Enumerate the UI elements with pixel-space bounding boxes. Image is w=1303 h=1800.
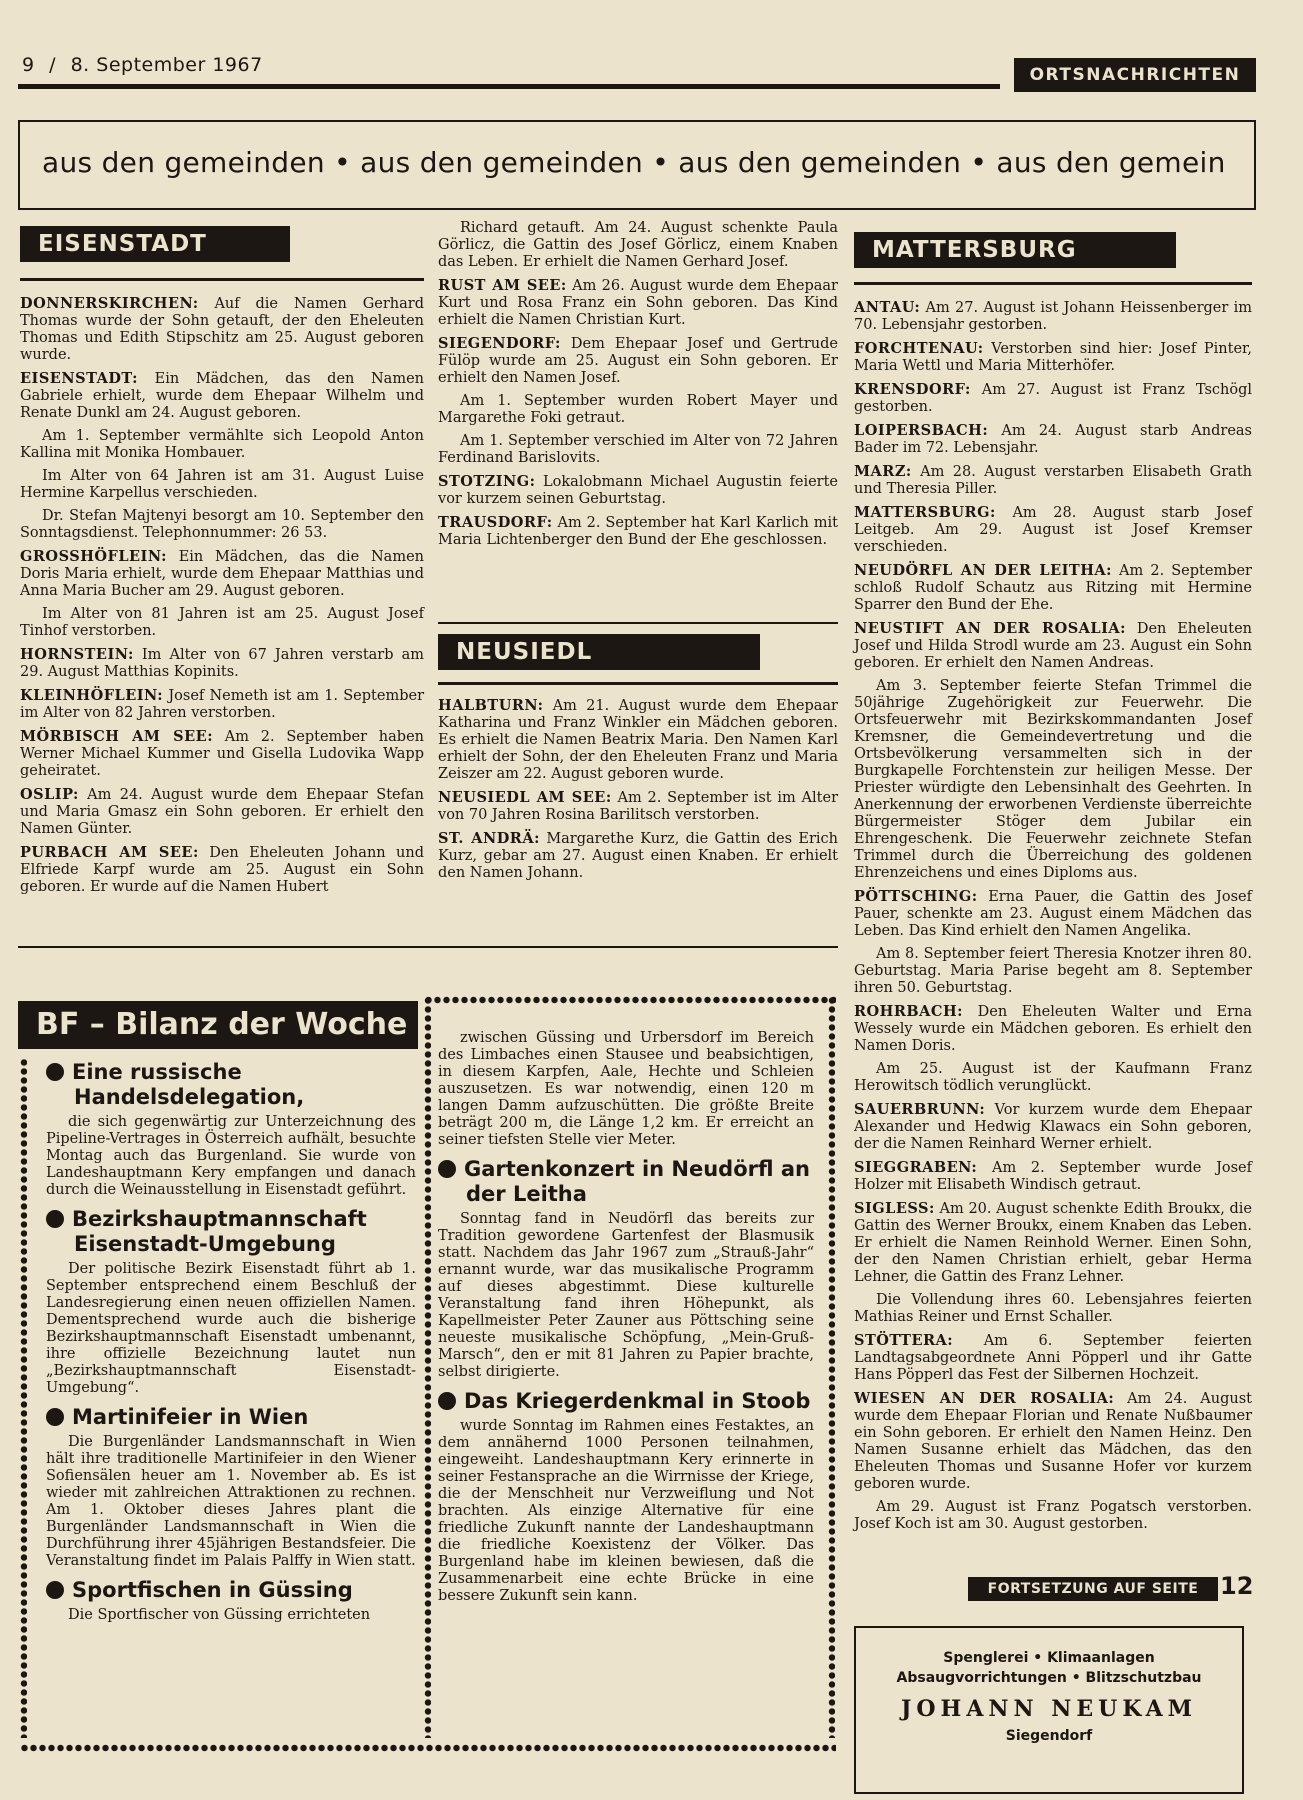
entry-text: Am 21. August wurde dem Ehepaar Katharina und Franz Winkler ein Mädchen geboren. Es erhielt die Namen Beatrix Maria. Den Namen Karl erhielt der Sohn, der den Eheleuten Franz und Maria Zeiszer am 22. August geboren wurde. xyxy=(438,698,838,782)
entry-text: Am 24. August wurde dem Ehepaar Stefan und Maria Gmasz ein Sohn geboren. Er erhielt den Namen Günter. xyxy=(20,787,424,837)
news-entry xyxy=(20,370,424,422)
place-name: FORCHTENAU: xyxy=(854,340,984,357)
entry-text: Auf die Namen Gerhard Thomas wurde der Sohn getauft, der den Eheleuten Thomas und Edith Stipschitz am 25. August geboren wurde. xyxy=(20,296,424,363)
bilanz-right-items xyxy=(438,1030,814,1605)
issue-date: 8. September 1967 xyxy=(70,54,263,76)
bilanz-top-rule xyxy=(18,946,838,948)
news-entry xyxy=(854,340,1252,375)
entry-text: Erna Pauer, die Gattin des Josef Pauer, schenkte am 23. August einem Mädchen das Leben. Das Kind erhielt den Namen Angelika. xyxy=(854,889,1252,939)
entry-text: Am 24. August starb Andreas Bader im 72. Lebensjahr. xyxy=(854,423,1252,456)
news-entry xyxy=(854,1200,1252,1286)
entry-text: Vor kurzem wurde dem Ehepaar Alexander und Hedwig Klawacs ein Sohn geboren, der die Namen Reinhard Werner erhielt. xyxy=(854,1102,1252,1152)
bilanz-text: Die Sportfischer von Güssing errichteten xyxy=(68,1607,371,1623)
entry-text: Am 24. August wurde dem Ehepaar Florian und Renate Nußbaumer ein Sohn geboren. Er erhielt den Namen Heinz. Den Namen Susanne erhielt das Mädchen, das den Eheleuten Thomas und Susanne Hofer vor kurzem geboren wurde. xyxy=(854,1391,1252,1492)
header-separator: / xyxy=(49,54,57,76)
eisenstadt-section xyxy=(20,226,424,902)
advertisement xyxy=(854,1626,1244,1794)
ad-line-2: Absaugvorrichtungen • Blitzschutzbau xyxy=(896,1670,1202,1686)
bilanz-bottom-dots xyxy=(20,1744,836,1752)
banner-text: aus den gemeinden • aus den gemeinden • aus den gemeinden • aus den gemein xyxy=(42,146,1226,179)
entry-text: Am 28. August starb Josef Leitgeb. Am 29. August ist Josef Kremser verschieden. xyxy=(854,505,1252,555)
bullet-icon xyxy=(46,1581,64,1599)
entry-text: Im Alter von 81 Jahren ist am 25. August Josef Tinhof verstorben. xyxy=(20,606,424,639)
bullet-icon xyxy=(438,1392,456,1410)
news-entry xyxy=(20,728,424,780)
bullet-icon xyxy=(438,1160,456,1178)
headline-line-1: Sportfischen in Güssing xyxy=(72,1578,353,1602)
entry-text: Den Eheleuten Walter und Erna Wessely wurde ein Mädchen geboren. Es erhielt den Namen Doris. xyxy=(854,1004,1252,1054)
place-name: DONNERSKIRCHEN: xyxy=(20,295,199,312)
news-entry xyxy=(20,646,424,681)
page-number: 9 xyxy=(22,54,35,76)
entry-text: Am 25. August ist der Kaufmann Franz Herowitsch tödlich verunglückt. xyxy=(854,1061,1252,1094)
bilanz-text: wurde Sonntag im Rahmen eines Festaktes, an dem annähernd 1000 Personen teilnahmen, eingeweiht. Landeshauptmann Kery erinnerte in seiner Festansprache an die Wirrnisse der Kriege, die der Menschheit nur Verzweiflung und Not brachten. Als einzige Alternative für eine friedliche Zukunft nannte der Landeshauptmann die friedliche Koexistenz der Völker. Das Burgenland habe im kleinen bewiesen, daß die Zusammenarbeit eine echte Brücke in eine bessere Zukunft sein kann. xyxy=(438,1418,814,1604)
place-name: MÖRBISCH AM SEE: xyxy=(20,728,214,745)
bullet-icon xyxy=(46,1063,64,1081)
place-name: SIEGENDORF: xyxy=(438,335,561,352)
news-entry xyxy=(854,299,1252,334)
place-name: LOIPERSBACH: xyxy=(854,422,989,439)
news-entry xyxy=(854,422,1252,457)
continuation-page: 12 xyxy=(1220,1572,1254,1600)
news-entry xyxy=(854,1159,1252,1194)
entry-text: Dr. Stefan Majtenyi besorgt am 10. September den Sonntagsdienst. Telephonnummer: 26 53. xyxy=(20,508,424,541)
place-name: RUST AM SEE: xyxy=(438,277,567,294)
entry-text: Am 3. September feierte Stefan Trimmel die 50jährige Zugehörigkeit zur Feuerwehr. Die Ortsfeuerwehr mit Bezirkskommandanten Josef Kremsner, die Gemeindevertretung und die Ortsbevölkerung versammelten sich in der Burgkapelle Forchtenstein zur heiligen Messe. Der Priester würdigte den Lebensinhalt des Geehrten. In Anerkennung der erworbenen Verdienste überreichte Bürgermeister Stöger dem Jubilar ein Ehrengeschenk. Die Feuerwehr zeichnete Stefan Trimmel durch die Überreichung des goldenen Ehrenzeichens und eines Diploms aus. xyxy=(854,678,1252,881)
news-entry xyxy=(854,1332,1252,1384)
headline-line-1: Das Kriegerdenkmal in Stoob xyxy=(464,1389,811,1413)
continuation-label: FORTSETZUNG AUF SEITE xyxy=(968,1577,1218,1601)
eisenstadt-rule xyxy=(20,278,424,281)
entry-text: Am 2. September ist im Alter von 70 Jahren Rosina Barilitsch verstorben. xyxy=(438,790,838,823)
headline-line-1: Gartenkonzert in Neudörfl an xyxy=(464,1157,810,1181)
entry-text: Im Alter von 67 Jahren verstarb am 29. August Matthias Kopinits. xyxy=(20,647,424,680)
place-name: EISENSTADT: xyxy=(20,370,139,387)
bullet-icon xyxy=(46,1210,64,1228)
bilanz-headline xyxy=(438,1157,814,1207)
bilanz-text: zwischen Güssing und Urbersdorf im Bereich des Limbaches einen Stausee und beabsichtigen, in diesem Karpfen, Aale, Hechte und Schleien auszusetzen. Es war notwendig, einen 120 m langen Damm aufzuschütten. Die größte Breite beträgt 200 m, die Länge 1,2 km. Er erreicht an seiner tiefsten Stelle vier Meter. xyxy=(438,1030,814,1148)
entry-text: Am 27. August ist Johann Heissenberger im 70. Lebensjahr gestorben. xyxy=(854,300,1252,333)
ad-company-name: JOHANN NEUKAM xyxy=(900,1696,1198,1722)
headline-line-2: der Leitha xyxy=(466,1182,587,1206)
news-entry xyxy=(438,433,838,467)
bilanz-headline xyxy=(438,1389,814,1414)
entry-text: Margarethe Kurz, die Gattin des Erich Kurz, gebar am 27. August einen Knaben. Er erhielt den Namen Johann. xyxy=(438,831,838,881)
news-entry xyxy=(20,295,424,364)
neusiedl-entries xyxy=(438,697,838,882)
headline-line-2: Eisenstadt-Umgebung xyxy=(74,1232,336,1256)
mattersburg-entries xyxy=(854,299,1252,1533)
neusiedl-top-rule xyxy=(438,622,838,624)
news-entry xyxy=(20,786,424,838)
entry-text: Am 1. September vermählte sich Leopold Anton Kallina mit Monika Hombauer. xyxy=(20,428,424,461)
bilanz-top-dots xyxy=(424,996,836,1004)
neusiedl-rule xyxy=(438,682,838,685)
place-name: SIEGGRABEN: xyxy=(854,1159,978,1176)
place-name: PÖTTSCHING: xyxy=(854,888,978,905)
entry-text: Josef Nemeth ist am 1. September im Alter von 82 Jahren verstorben. xyxy=(20,688,424,721)
entry-text: Dem Ehepaar Josef und Gertrude Fülöp wurde am 25. August ein Sohn geboren. Er erhielt den Namen Josef. xyxy=(438,336,838,386)
place-name: NEUSTIFT AN DER ROSALIA: xyxy=(854,620,1127,637)
bilanz-text: Der politische Bezirk Eisenstadt führt ab 1. September entsprechend einem Beschluß der Landesregierung einen neuen offiziellen Namen. Dementsprechend wurde auch die bisherige Bezirkshauptmannschaft Eisenstadt umbenannt, ihre offizielle Bezeichnung lautet nun „Bezirkshauptmannschaft Eisenstadt-Umgebung“. xyxy=(46,1261,416,1396)
news-entry xyxy=(854,504,1252,556)
news-entry xyxy=(20,468,424,502)
news-entry xyxy=(438,830,838,882)
news-entry xyxy=(854,1499,1252,1533)
entry-text: Am 2. September schloß Rudolf Schautz aus Ritzing mit Hermine Sparrer den Bund der Ehe. xyxy=(854,563,1252,613)
news-entry xyxy=(854,463,1252,498)
news-entry xyxy=(20,428,424,462)
bullet-icon xyxy=(46,1408,64,1426)
news-entry xyxy=(438,220,838,271)
news-entry xyxy=(20,606,424,640)
news-entry xyxy=(854,381,1252,416)
place-name: SIGLESS: xyxy=(854,1200,935,1217)
headline-line-1: Martinifeier in Wien xyxy=(72,1405,309,1429)
place-name: HORNSTEIN: xyxy=(20,646,134,663)
news-entry xyxy=(854,888,1252,940)
banner-box xyxy=(18,120,1256,210)
bilanz-left-items xyxy=(46,1060,416,1624)
place-name: KRENSDORF: xyxy=(854,381,971,398)
place-name: STÖTTERA: xyxy=(854,1332,954,1349)
entry-text: Am 6. September feierten Landtagsabgeordnete Anni Pöpperl und ihr Gatte Hans Pöpperl das Fest der Silbernen Hochzeit. xyxy=(854,1333,1252,1383)
ad-city: Siegendorf xyxy=(1005,1728,1093,1744)
entry-text: Am 1. September wurden Robert Mayer und Margarethe Foki getraut. xyxy=(438,393,838,426)
news-entry xyxy=(20,508,424,542)
place-name: NEUDÖRFL AN DER LEITHA: xyxy=(854,562,1112,579)
headline-line-1: Eine russische xyxy=(72,1060,242,1084)
bilanz-left-dots xyxy=(20,1058,27,1738)
headline-line-2: Handelsdelegation, xyxy=(74,1085,305,1109)
entry-text: Am 26. August wurde dem Ehepaar Kurt und Rosa Franz ein Sohn geboren. Das Kind erhielt die Namen Christian Kurt. xyxy=(438,278,838,328)
place-name: TRAUSDORF: xyxy=(438,514,553,531)
news-entry xyxy=(854,620,1252,672)
news-entry xyxy=(438,473,838,508)
place-name: OSLIP: xyxy=(20,786,79,803)
bilanz-text: die sich gegenwärtig zur Unterzeichnung des Pipeline-Vertrages in Österreich aufhält, besuchte Montag auch das Burgenland. Sie wurde von Landeshauptmann Kery empfangen und danach durch die Weinausstellung in Eisenstadt geführt. xyxy=(46,1114,416,1198)
section-label: ORTSNACHRICHTEN xyxy=(1014,58,1256,92)
place-name: KLEINHÖFLEIN: xyxy=(20,687,164,704)
entry-text: Am 8. September feiert Theresia Knotzer ihren 80. Geburtstag. Maria Parise begeht am 8. September ihren 50. Geburtstag. xyxy=(854,946,1252,996)
place-name: ANTAU: xyxy=(854,299,921,316)
news-entry xyxy=(438,697,838,783)
entry-text: Am 2. September hat Karl Karlich mit Maria Lichtenberger den Bund der Ehe geschlossen. xyxy=(438,515,838,548)
place-name: ST. ANDRÄ: xyxy=(438,830,540,847)
news-entry xyxy=(854,562,1252,614)
place-name: SAUERBRUNN: xyxy=(854,1101,986,1118)
middle-entries xyxy=(438,220,838,549)
news-entry xyxy=(854,678,1252,882)
news-entry xyxy=(854,1061,1252,1095)
bilanz-headline xyxy=(46,1207,416,1257)
header-rule xyxy=(18,84,1000,89)
place-name: MARZ: xyxy=(854,463,912,480)
neusiedl-header: NEUSIEDL xyxy=(438,634,760,670)
entry-text: Den Eheleuten Johann und Elfriede Karpf wurde am 25. August ein Sohn geboren. Er wurde auf die Namen Hubert xyxy=(20,845,424,895)
news-entry xyxy=(854,1101,1252,1153)
entry-text: Am 2. September wurde Josef Holzer mit Elisabeth Windisch getraut. xyxy=(854,1160,1252,1193)
entry-text: Richard getauft. Am 24. August schenkte Paula Görlicz, die Gattin des Josef Görlicz, einem Knaben das Leben. Er erhielt die Namen Gerhard Josef. xyxy=(438,220,838,270)
news-entry xyxy=(854,1292,1252,1326)
bilanz-headline xyxy=(46,1405,416,1430)
news-entry xyxy=(438,789,838,824)
eisenstadt-entries xyxy=(20,295,424,896)
headline-line-1: Bezirkshauptmannschaft xyxy=(72,1207,367,1231)
entry-text: Die Vollendung ihres 60. Lebensjahres feierten Mathias Reiner und Ernst Schaller. xyxy=(854,1292,1252,1325)
place-name: WIESEN AN DER ROSALIA: xyxy=(854,1390,1115,1407)
news-entry xyxy=(438,393,838,427)
entry-text: Am 2. September haben Werner Michael Kummer und Gisella Ludovika Wapp geheiratet. xyxy=(20,729,424,779)
news-entry xyxy=(438,335,838,387)
news-entry xyxy=(854,1003,1252,1055)
middle-column xyxy=(438,220,838,555)
entry-text: Am 20. August schenkte Edith Broukx, die Gattin des Werner Broukx, einem Knaben das Leben. Er erhielt die Namen Reinhold Werner. Einen Sohn, der den Namen Christian erhielt, gebar Herma Lehner, die Gattin des Franz Lehner. xyxy=(854,1201,1252,1285)
entry-text: Ein Mädchen, das die Namen Doris Maria erhielt, wurde dem Ehepaar Matthias und Anna Maria Bucher am 29. August geboren. xyxy=(20,549,424,599)
place-name: HALBTURN: xyxy=(438,697,544,714)
bilanz-text: Die Burgenländer Landsmannschaft in Wien hält ihre traditionelle Martinifeier in den Wiener Sofiensälen heuer am 1. November ab. Es ist wieder mit zahlreichen Attraktionen zu rechnen. Am 1. Oktober dieses Jahres plant die Burgenländer Landsmannschaft in Wien die Durchführung ihrer 45jährigen Bestandsfeier. Die Veranstaltung findet im Palais Palffy in Wien statt. xyxy=(46,1434,416,1569)
entry-text: Am 1. September verschied im Alter von 72 Jahren Ferdinand Barislovits. xyxy=(438,433,838,466)
bilanz-middle-dots xyxy=(424,996,431,1738)
entry-text: Am 28. August verstarben Elisabeth Grath und Theresia Piller. xyxy=(854,464,1252,497)
news-entry xyxy=(20,687,424,722)
mattersburg-rule xyxy=(854,282,1252,285)
place-name: NEUSIEDL AM SEE: xyxy=(438,789,612,806)
mattersburg-section xyxy=(854,232,1252,1539)
news-entry xyxy=(854,946,1252,997)
entry-text: Im Alter von 64 Jahren ist am 31. August Luise Hermine Karpellus verschieden. xyxy=(20,468,424,501)
entry-text: Am 29. August ist Franz Pogatsch verstorben. Josef Koch ist am 30. August gestorben. xyxy=(854,1499,1252,1532)
mattersburg-header: MATTERSBURG xyxy=(854,232,1176,268)
place-name: STOTZING: xyxy=(438,473,536,490)
news-entry xyxy=(854,1390,1252,1493)
bilanz-right-dots xyxy=(828,996,835,1738)
bilanz-left-column xyxy=(46,1052,416,1630)
place-name: ROHRBACH: xyxy=(854,1003,964,1020)
page-header xyxy=(22,54,263,76)
bilanz-title: BF – Bilanz der Woche xyxy=(18,1001,418,1049)
news-entry xyxy=(20,548,424,600)
news-entry xyxy=(438,277,838,329)
bilanz-headline xyxy=(46,1060,416,1110)
entry-text: Lokalobmann Michael Augustin feierte vor kurzem seinen Geburtstag. xyxy=(438,474,838,507)
entry-text: Den Eheleuten Josef und Hilda Strodl wurde am 23. August ein Sohn geboren. Er erhielt den Namen Andreas. xyxy=(854,621,1252,671)
bilanz-text: Sonntag fand in Neudörfl das bereits zur Tradition gewordene Gartenfest der Blasmusik statt. Nachdem das Jahr 1967 zum „Strauß-Jahr“ ernannt wurde, war das musikalische Programm auf dieses abgestimmt. Diese kulturelle Veranstaltung fand ihren Höhepunkt, als Kapellmeister Peter Zauner aus Pöttsching seine neueste musikalische Schöpfung, „Mein-Gruß-Marsch“, den er mit 81 Jahren zu Papier brachte, selbst dirigierte. xyxy=(438,1211,814,1380)
place-name: GROSSHÖFLEIN: xyxy=(20,548,167,565)
eisenstadt-header: EISENSTADT xyxy=(20,226,290,262)
neusiedl-section xyxy=(438,622,838,888)
place-name: MATTERSBURG: xyxy=(854,504,996,521)
news-entry xyxy=(20,844,424,896)
place-name: PURBACH AM SEE: xyxy=(20,844,199,861)
entry-text: Ein Mädchen, das den Namen Gabriele erhielt, wurde dem Ehepaar Wilhelm und Renate Dunkl am 24. August geboren. xyxy=(20,371,424,421)
ad-line-1: Spenglerei • Klimaanlagen xyxy=(943,1650,1155,1666)
bilanz-right-column xyxy=(438,1030,814,1611)
bilanz-headline xyxy=(46,1578,416,1603)
entry-text: Am 27. August ist Franz Tschögl gestorben. xyxy=(854,382,1252,415)
entry-text: Verstorben sind hier: Josef Pinter, Maria Wettl und Maria Mitterhöfer. xyxy=(854,341,1252,374)
news-entry xyxy=(438,514,838,549)
